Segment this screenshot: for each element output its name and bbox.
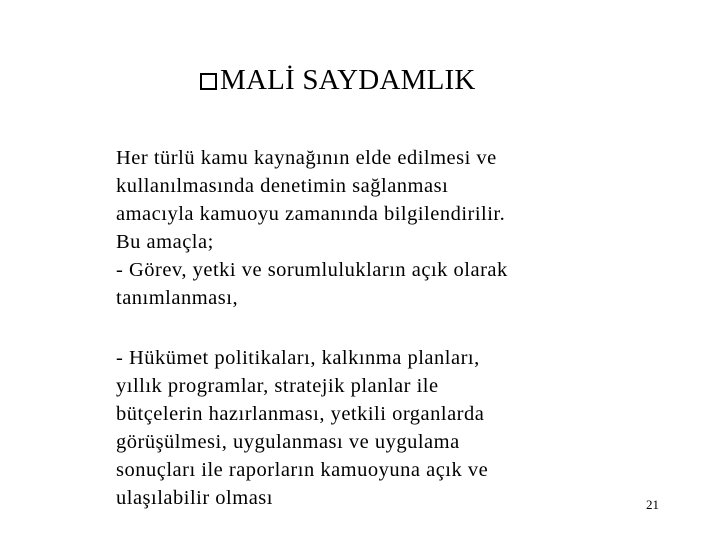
body-paragraph-1 [116,144,508,312]
paragraph-line: Her türlü kamu kaynağının elde edilmesi ve [116,147,497,169]
paragraph-line: - Hükümet politikaları, kalkınma planları, [116,347,480,369]
paragraph-line: sonuçları ile raporların kamuoyuna açık ve [116,459,489,481]
paragraph-line: yıllık programlar, stratejik planlar ile [116,375,439,397]
paragraph-line: görüşülmesi, uygulanması ve uygulama [116,431,460,453]
paragraph-line: bütçelerin hazırlanması, yetkili organlarda [116,403,485,425]
paragraph-line: - Görev, yetki ve sorumlulukların açık olarak [116,259,508,281]
slide-title [200,64,476,97]
body-paragraph-2 [116,344,488,512]
slide-title-text: MALİ SAYDAMLIK [220,64,476,96]
page-number: 21 [646,497,659,512]
paragraph-line: tanımlanması, [116,287,239,309]
paragraph-line: Bu amaçla; [116,231,214,253]
square-bullet-icon [200,73,217,90]
paragraph-line: ulaşılabilir olması [116,487,273,509]
paragraph-line: amacıyla kamuoyu zamanında bilgilendirilir. [116,203,506,225]
paragraph-line: kullanılmasında denetimin sağlanması [116,175,449,197]
